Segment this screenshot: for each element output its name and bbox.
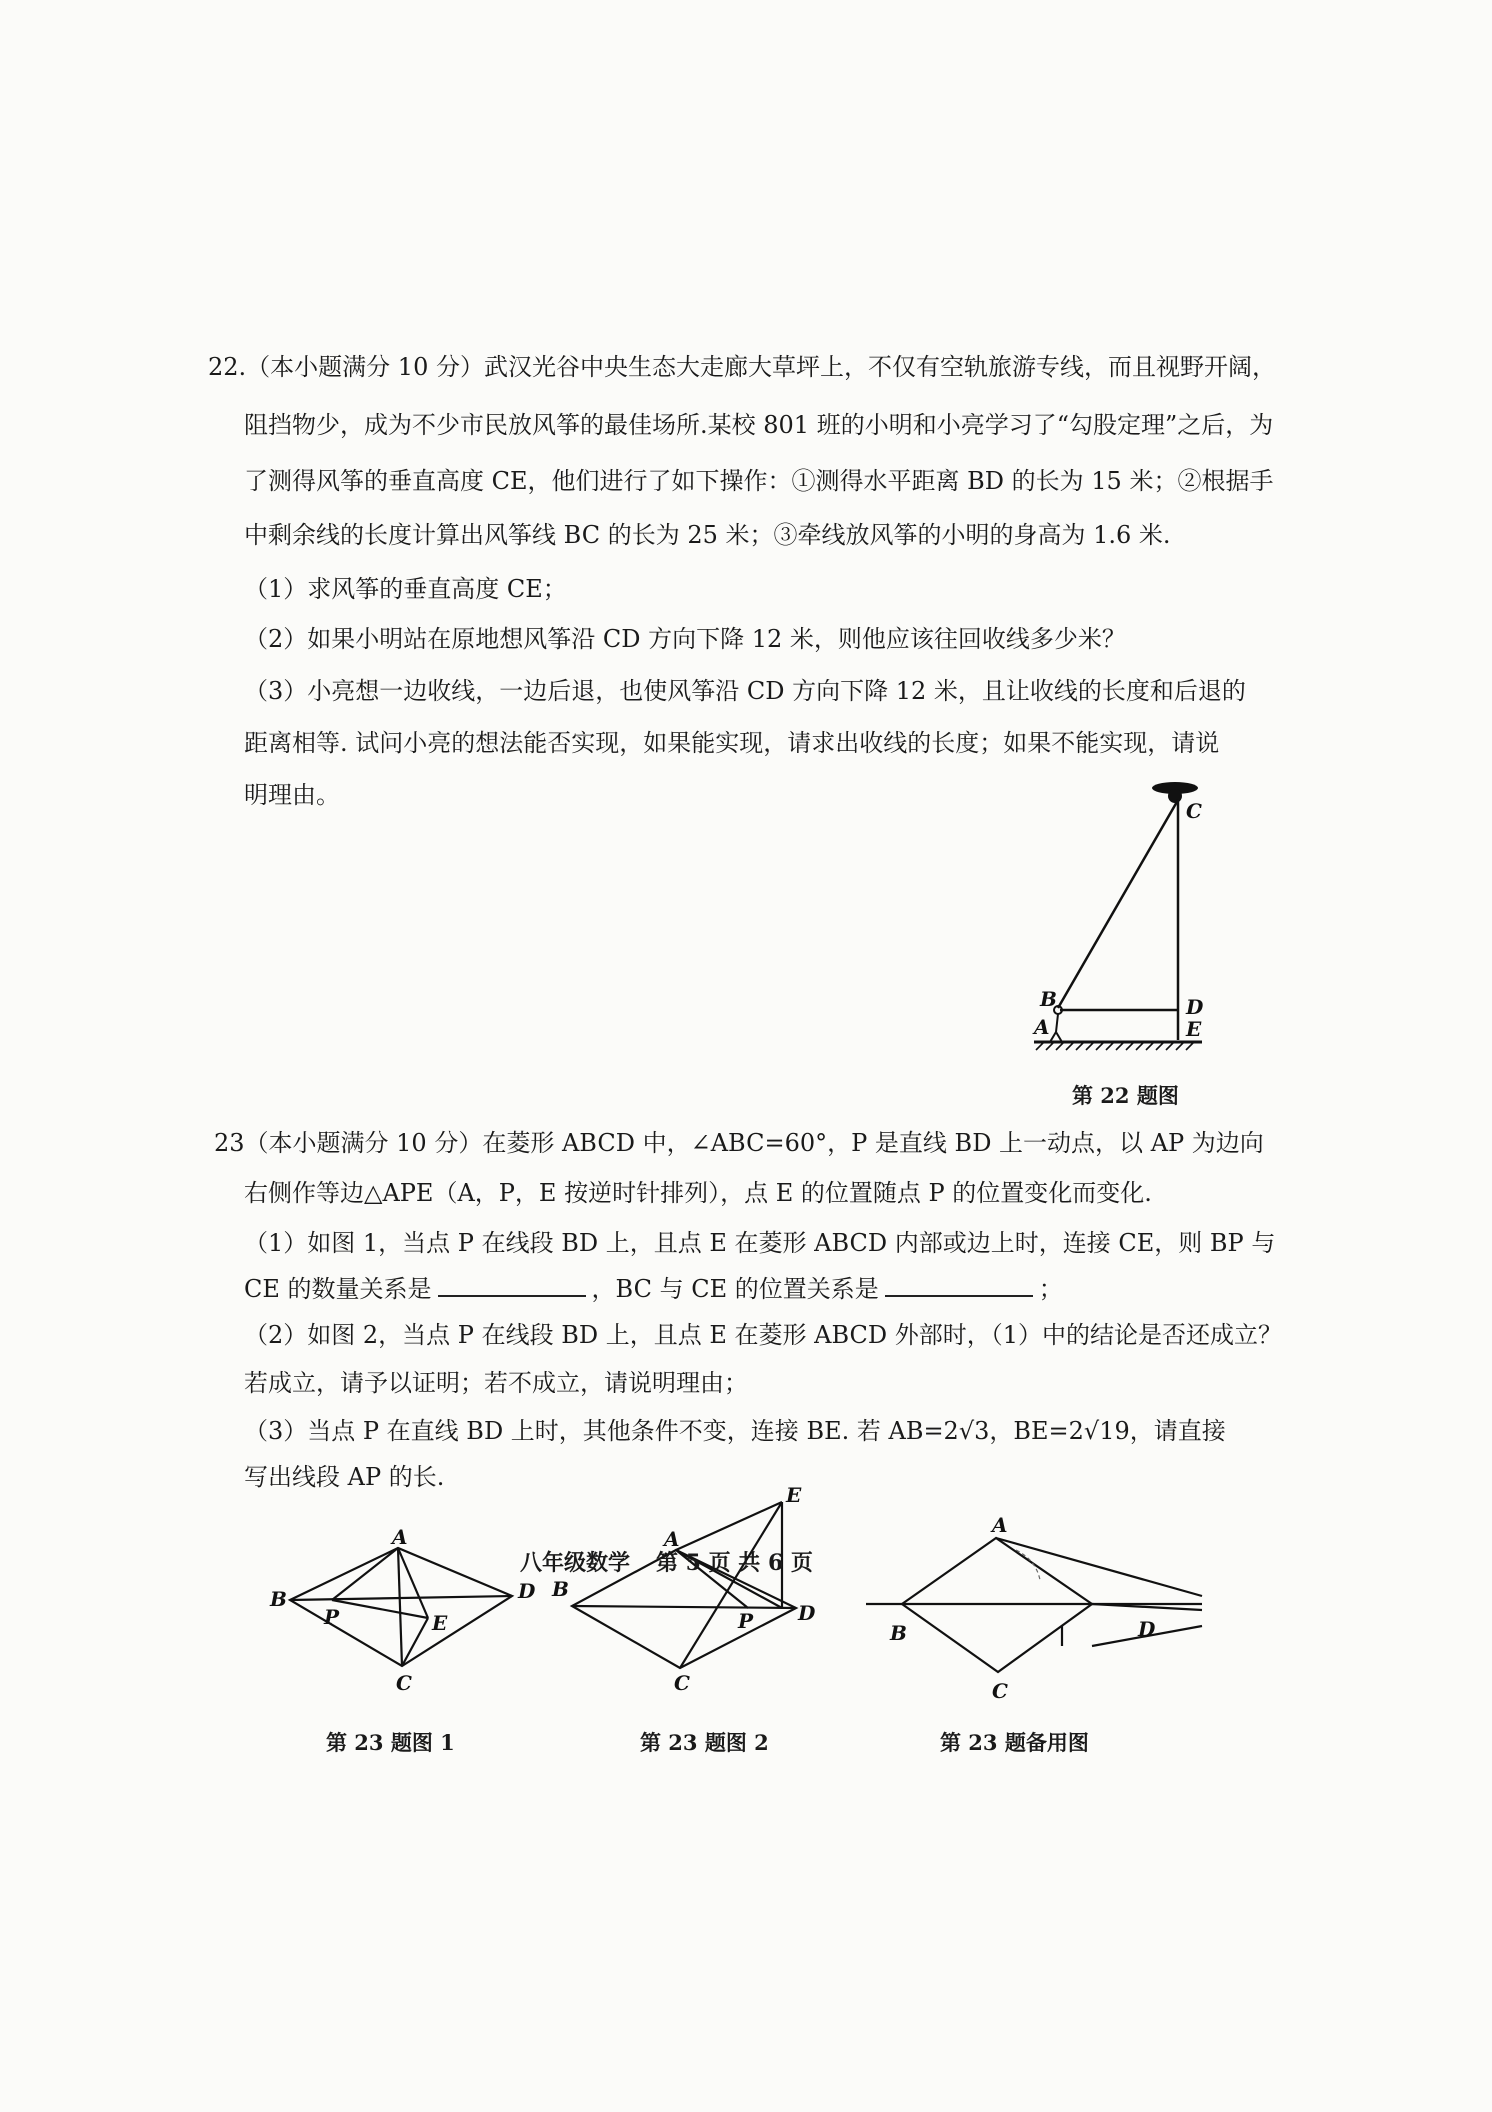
q23-figure-spare [866, 1500, 1206, 1710]
q23-line: 写出线段 AP 的长. [244, 1463, 445, 1491]
q23-line: 右侧作等边△APE（A，P，E 按逆时针排列），点 E 的位置随点 P 的位置变化而变化. [244, 1179, 1152, 1207]
label-B: B [270, 1587, 287, 1611]
label-D: D [518, 1579, 536, 1603]
q22-line: 距离相等. 试问小亮的想法能否实现，如果能实现，请求出收线的长度；如果不能实现，请说 [244, 729, 1220, 757]
q23-figure-1 [270, 1500, 540, 1710]
label-A: A [1034, 1015, 1050, 1039]
label-D: D [798, 1601, 816, 1625]
label-A: A [992, 1513, 1008, 1537]
q22-line: 中剩余线的长度计算出风筝线 BC 的长为 25 米；③牵线放风筝的小明的身高为 1.6 米. [244, 521, 1171, 549]
answer-blank-1[interactable] [438, 1275, 586, 1297]
q22-kite-figure [1020, 770, 1220, 1060]
q22-line: 明理由。 [244, 781, 340, 809]
q22-line: 阻挡物少，成为不少市民放风筝的最佳场所.某校 801 班的小明和小亮学习了“勾股定理”之后，为 [244, 411, 1274, 439]
label-C: C [992, 1679, 1008, 1703]
label-A: A [392, 1525, 408, 1549]
label-B: B [890, 1621, 907, 1645]
q23-figure-2 [552, 1483, 842, 1708]
q23-text: ； [1038, 1275, 1063, 1303]
q23-figure-1-caption: 第 23 题图 1 [326, 1730, 455, 1755]
label-D: D [1186, 995, 1204, 1019]
label-P: P [738, 1609, 754, 1633]
q22-sub3: （3）小亮想一边收线，一边后退，也使风筝沿 CD 方向下降 12 米，且让收线的长度和后退的 [244, 677, 1246, 705]
label-C: C [396, 1671, 412, 1695]
q23-figure-spare-caption: 第 23 题备用图 [940, 1730, 1089, 1755]
q22-sub2: （2）如果小明站在原地想风筝沿 CD 方向下降 12 米，则他应该往回收线多少米？ [244, 625, 1126, 653]
answer-blank-2[interactable] [885, 1275, 1033, 1297]
footer-subject: 八年级数学 [520, 1550, 631, 1576]
label-E: E [786, 1483, 802, 1507]
label-E: E [1186, 1017, 1202, 1041]
q22-line: 22.（本小题满分 10 分）武汉光谷中央生态大走廊大草坪上，不仅有空轨旅游专线，而且视野开阔， [208, 353, 1276, 381]
label-C: C [674, 1671, 690, 1695]
page-footer [520, 1546, 839, 1577]
label-C: C [1186, 799, 1202, 823]
label-E: E [432, 1611, 448, 1635]
label-D: D [1138, 1617, 1156, 1641]
q22-figure-caption: 第 22 题图 [1072, 1083, 1179, 1108]
q23-figure-2-caption: 第 23 题图 2 [640, 1730, 769, 1755]
label-B: B [1040, 987, 1057, 1011]
label-B: B [552, 1577, 569, 1601]
q23-sub1-blanks [244, 1274, 1063, 1304]
q23-line: 若成立，请予以证明；若不成立，请说明理由； [244, 1369, 748, 1397]
label-P: P [324, 1605, 340, 1629]
q23-text: ，BC 与 CE 的位置关系是 [591, 1275, 879, 1303]
q22-sub1: （1）求风筝的垂直高度 CE； [244, 575, 567, 603]
footer-page-number: 第 5 页 共 6 页 [656, 1550, 813, 1576]
label-A: A [664, 1527, 680, 1551]
q23-line: 23（本小题满分 10 分）在菱形 ABCD 中，∠ABC=60°，P 是直线 BD 上一动点，以 AP 为边向 [214, 1129, 1264, 1157]
q23-text: CE 的数量关系是 [244, 1275, 432, 1303]
q23-sub2: （2）如图 2，当点 P 在线段 BD 上，且点 E 在菱形 ABCD 外部时，（1）中的结论是否还成立？ [244, 1321, 1283, 1349]
q23-sub3: （3）当点 P 在直线 BD 上时，其他条件不变，连接 BE. 若 AB=2√3，BE=2√19，请直接 [244, 1417, 1226, 1445]
q22-line: 了测得风筝的垂直高度 CE，他们进行了如下操作：①测得水平距离 BD 的长为 15 米；②根据手 [244, 467, 1274, 495]
q23-sub1: （1）如图 1，当点 P 在线段 BD 上，且点 E 在菱形 ABCD 内部或边上时，连接 CE，则 BP 与 [244, 1229, 1276, 1257]
